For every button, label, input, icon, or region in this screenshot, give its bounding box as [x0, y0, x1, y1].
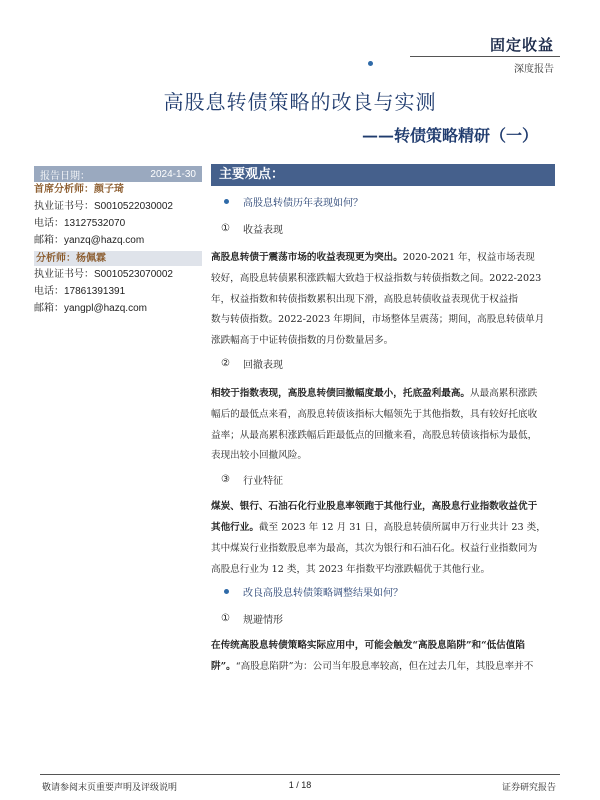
cert-label: 执业证书号：: [34, 269, 94, 280]
paragraph-line: 表现出较小回撤风险。: [211, 450, 307, 462]
chief-analyst-name: 首席分析师：颜子琦: [34, 184, 124, 195]
bullet-dot-icon: [224, 199, 229, 204]
main-content: [211, 164, 555, 678]
paragraph-lead: 相较于指数表现，高股息转债回撤幅度最小，托底盈利最高。: [211, 387, 471, 399]
subheading-item: [211, 610, 555, 626]
paragraph-line: 从最高累积涨跌: [470, 387, 538, 399]
circled-number: ①: [221, 222, 230, 234]
analyst1-email-row: [34, 232, 202, 249]
paragraph-line: 数与转债指数。2022-2023 年期间，市场整体呈震荡；期间，高股息转债单月: [211, 314, 545, 326]
footer-disclaimer: 敬请参阅末页重要声明及评级说明: [42, 783, 178, 793]
circled-number: ①: [221, 612, 230, 624]
paragraph-lead: 其他行业。: [211, 521, 259, 533]
circled-number: ③: [221, 473, 230, 485]
paragraph-line: 高股息行业为 12 类，其 2023 年指数平均涨跌幅优于其他行业。: [211, 563, 491, 575]
email-address[interactable]: yanzq@hazq.com: [64, 235, 145, 246]
header-divider: [410, 56, 560, 57]
cert-label: 执业证书号：: [34, 201, 94, 212]
analyst2-name: 分析师：杨佩霖: [34, 251, 202, 266]
paragraph-lead: 煤炭、银行、石油石化行业股息率领跑于其他行业，高股息行业指数收益优于: [211, 501, 538, 513]
page-subtitle: ——转债策略精研（一）: [361, 126, 538, 145]
question-bullet: [211, 584, 555, 598]
question-text: 高股息转债历年表现如何？: [243, 197, 363, 209]
subheading-text: 规避情形: [243, 614, 283, 626]
report-date-label: 报告日期：: [40, 170, 90, 182]
report-date-value: 2024-1-30: [150, 168, 196, 180]
page-title: 高股息转债策略的改良与实测: [163, 90, 437, 114]
phone-label: 电话：: [34, 218, 64, 229]
paragraph-line: 益率；从最高累积涨跌幅后距最低点的回撤来看，高股息转债该指标为最低，: [211, 429, 538, 441]
page-number: 1 / 18: [288, 780, 312, 790]
analyst-sidebar: [34, 166, 202, 317]
analyst2-cert-row: [34, 266, 202, 283]
paragraph-line: “高股息陷阱”为：公司当年股息率较高，但在过去几年，其股息率并不: [235, 661, 534, 673]
subheading-text: 收益表现: [243, 224, 283, 236]
footer-org: 证券研究报告: [501, 783, 556, 793]
subheading-text: 行业特征: [243, 475, 283, 487]
email-address[interactable]: yangpl@hazq.com: [64, 303, 147, 314]
paragraph: [211, 384, 555, 467]
phone-number: 17861391391: [64, 286, 126, 297]
analyst2-email-row: [34, 300, 202, 317]
report-type: 深度报告: [514, 64, 554, 75]
header-dot-icon: [368, 61, 373, 66]
bullet-dot-icon: [224, 589, 229, 594]
paragraph-line: 幅后的最低点来看，高股息转债该指标大幅领先于其他指数，具有较好托底收: [211, 408, 538, 420]
subheading-text: 回撤表现: [243, 360, 283, 372]
paragraph-lead: 阱”。: [211, 661, 236, 673]
analyst1-cert-row: [34, 198, 202, 215]
subheading-item: [211, 220, 555, 236]
paragraph: [211, 636, 555, 678]
section-title-bar: 主要观点：: [211, 164, 555, 186]
paragraph-line: 年，权益指数和转债指数累积出现下滑，高股息转债收益表现优于权益指: [211, 293, 518, 305]
paragraph-lead: 在传统高股息转债策略实际应用中，可能会触发“高股息陷阱”和“低估值陷: [211, 640, 525, 652]
analyst1-phone-row: [34, 215, 202, 232]
subheading-item: [211, 471, 555, 487]
paragraph-line: 涨跌幅高于中证转债指数的月份数量居多。: [211, 335, 394, 347]
cert-number: S0010522030002: [94, 201, 173, 212]
paragraph-line: 其中煤炭行业指数股息率为最高，其次为银行和石油石化。权益行业指数同为: [211, 542, 538, 554]
question-bullet: [211, 194, 555, 208]
paragraph: [211, 248, 555, 352]
email-label: 邮箱：: [34, 235, 64, 246]
phone-label: 电话：: [34, 286, 64, 297]
paragraph-lead: 高股息转债于震荡市场的收益表现更为突出。: [211, 252, 403, 263]
analyst2-phone-row: [34, 283, 202, 300]
report-date-bar: [34, 166, 202, 182]
paragraph-line: 较好，高股息转债累积涨跌幅大致趋于权益指数与转债指数之间。2022-2023: [211, 272, 542, 284]
paragraph-line: 截至 2023 年 12 月 31 日，高股息转债所属申万行业共计 23 类，: [258, 521, 546, 533]
footer-divider: [40, 774, 560, 775]
circled-number: ②: [221, 358, 230, 370]
phone-number: 13127532070: [64, 218, 126, 229]
email-label: 邮箱：: [34, 303, 64, 314]
report-category: 固定收益: [489, 36, 554, 54]
paragraph: [211, 497, 555, 580]
subheading-item: [211, 356, 555, 372]
question-text: 改良高股息转债策略调整结果如何？: [243, 587, 403, 599]
cert-number: S0010523070002: [94, 269, 173, 280]
paragraph-line: 2020-2021 年，权益市场表现: [402, 252, 535, 263]
